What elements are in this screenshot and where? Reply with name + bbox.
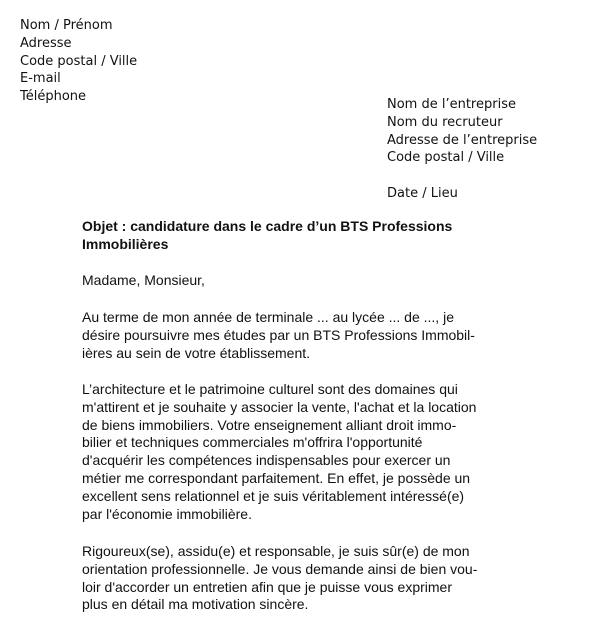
paragraph-closing: [82, 543, 522, 614]
recipient-address: Adresse de l’entreprise: [387, 132, 538, 148]
sender-email: E-mail: [20, 71, 61, 87]
text-line: désire poursuivre mes études par un BTS Professions Immobil-: [82, 326, 475, 343]
paragraph-intro: [82, 309, 522, 362]
text-line: loir d'accorder un entretien afin que je puisse vous exprimer: [82, 578, 452, 595]
recipient-postal-city: Code postal / Ville: [387, 150, 505, 166]
text-line: bilier et techniques commerciales m'offrira l'opportunité: [82, 434, 423, 451]
text-line: de biens immobiliers. Votre enseignement alliant droit immo-: [82, 416, 457, 433]
text-line: orientation professionnelle. Je vous demande ainsi de bien vou-: [82, 560, 478, 577]
text-line: m'attirent et je souhaite y associer la vente, l'achat et la location: [82, 398, 477, 415]
recipient-company: Nom de l’entreprise: [387, 97, 516, 112]
sender-postal-city: Code postal / Ville: [20, 53, 138, 69]
sender-block: [20, 17, 137, 106]
date-place: Date / Lieu: [387, 186, 458, 201]
recipient-block: [387, 96, 537, 167]
sender-phone: Téléphone: [20, 89, 87, 105]
subject-line: Objet : candidature dans le cadre d’un BTS Professions: [82, 218, 453, 234]
text-line: métier me correspondant parfaitement. En effet, je possède un: [82, 469, 471, 486]
salutation: Madame, Monsieur,: [82, 272, 205, 288]
paragraph-motivation: [82, 381, 522, 523]
text-line: Au terme de mon année de terminale ... au lycée ... de ..., je: [82, 309, 454, 325]
recipient-recruiter: Nom du recruteur: [387, 114, 503, 130]
text-line: plus en détail ma motivation sincère.: [82, 596, 309, 613]
text-line: ières au sein de votre établissement.: [82, 344, 311, 361]
text-line: d'acquérir les compétences indispensables pour exercer un: [82, 452, 451, 469]
letter-subject: [82, 218, 522, 254]
text-line: excellent sens relationnel et je suis véritablement intéressé(e): [82, 487, 465, 504]
sender-name: Nom / Prénom: [20, 18, 113, 33]
text-line: Rigoureux(se), assidu(e) et responsable, je suis sûr(e) de mon: [82, 543, 470, 559]
text-line: L’architecture et le patrimoine culturel sont des domaines qui: [82, 381, 458, 397]
text-line: par l'économie immobilière.: [82, 505, 252, 522]
sender-address: Adresse: [20, 35, 72, 51]
subject-line: Immobilières: [82, 235, 169, 252]
